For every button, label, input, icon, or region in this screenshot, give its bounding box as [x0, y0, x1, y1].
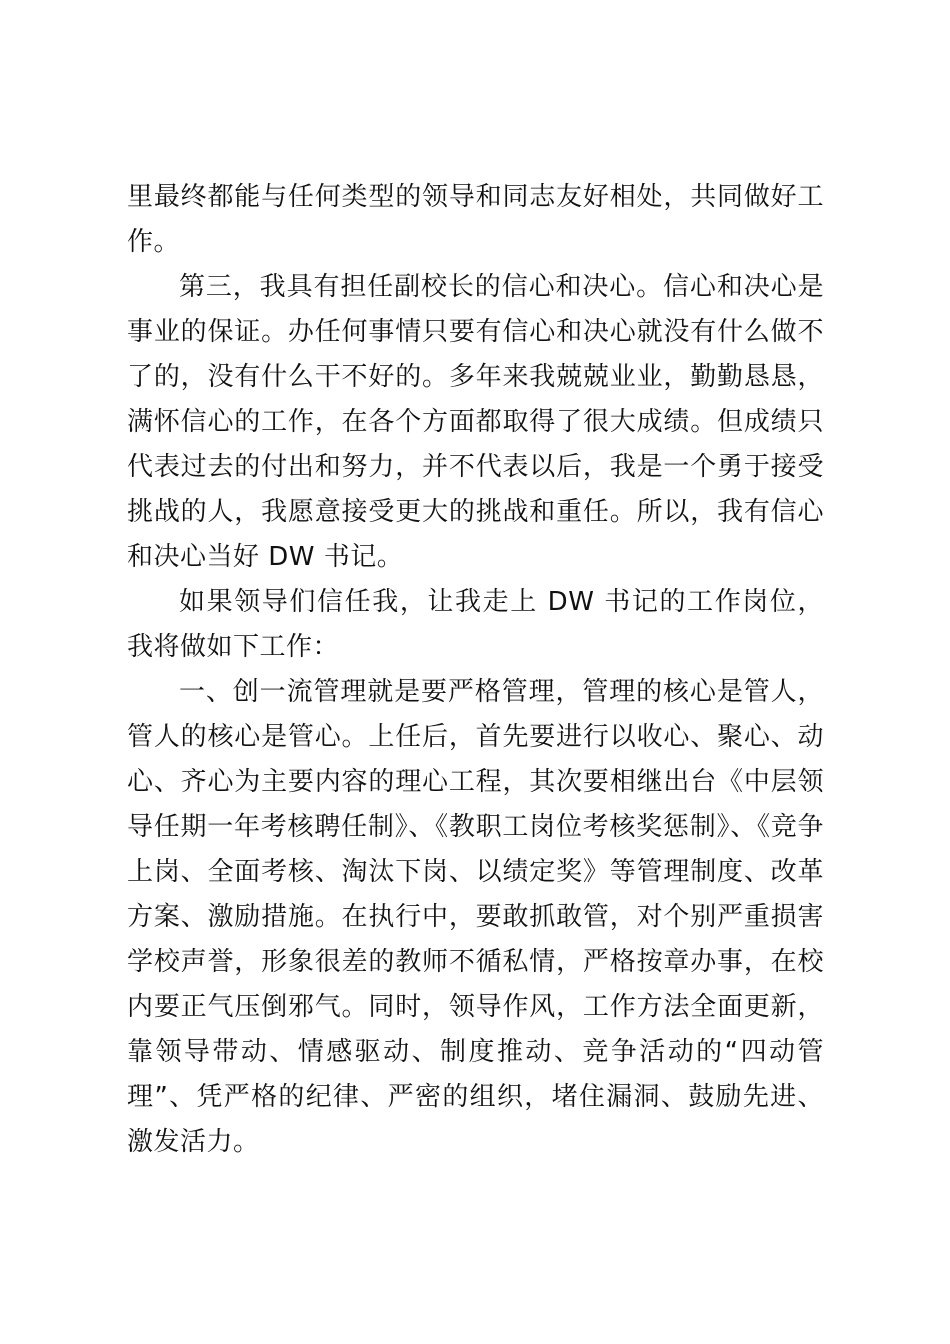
document-body [127, 175, 824, 1165]
paragraph-continuation: 里最终都能与任何类型的领导和同志友好相处，共同做好工作。 [127, 182, 824, 257]
paragraph-third-point: 第三，我具有担任副校长的信心和决心。信心和决心是事业的保证。办任何事情只要有信心和决心就没有什么做不了的，没有什么干不好的。多年来我兢兢业业，勤勤恳恳，满怀信心的工作，在各个方面都取得了很大成绩。但成绩只代表过去的付出和努力，并不代表以后，我是一个勇于接受挑战的人，我愿意接受更大的挑战和重任。所以，我有信心和决心当好 DW 书记。 [127, 272, 824, 572]
paragraph-management-plan: 一、创一流管理就是要严格管理，管理的核心是管人，管人的核心是管心。上任后，首先要进行以收心、聚心、动心、齐心为主要内容的理心工程，其次要相继出台《中层领导任期一年考核聘任制》、《教职工岗位考核奖惩制》、《竞争上岗、全面考核、淘汰下岗、以绩定奖》等管理制度、改革方案、激励措施。在执行中，要敢抓敢管，对个别严重损害学校声誉，形象很差的教师不循私情，严格按章办事，在校内要正气压倒邪气。同时，领导作风，工作方法全面更新，靠领导带动、情感驱动、制度推动、竞争活动的“四动管理”、凭严格的纪律、严密的组织，堵住漏洞、鼓励先进、激发活力。 [127, 677, 824, 1157]
paragraph-work-plan-intro: 如果领导们信任我，让我走上 DW 书记的工作岗位，我将做如下工作： [127, 587, 824, 662]
